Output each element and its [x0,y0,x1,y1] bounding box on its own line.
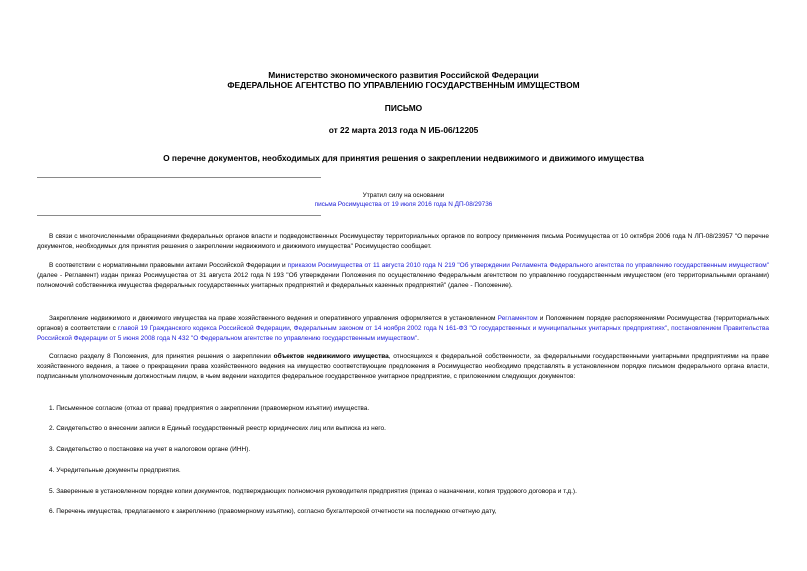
paragraph-2-text-cont: (далее - Регламент) издан приказ Росимущества от 31 августа 2012 года N 193 "Об утверждении Положения по осуществлению Федеральным агентством по управлению государственным имуществом (его территориальными органами) полномочий собственника имущества федеральных государственных унитарных предприятий и федеральных казенных предприятий" (далее - Положение). [37,271,769,289]
paragraph-3-sep-2: , [667,324,672,332]
status-note-link-row [0,200,807,209]
order-219-link[interactable]: приказом Росимущества от 11 августа 2010 года N 219 "Об утверждении Регламента Федерального агентства по управлению государственным имуществом" [287,262,769,269]
paragraph-4 [37,352,769,381]
list-item: 4. Учредительные документы предприятия. [49,467,181,474]
agency-name: ФЕДЕРАЛЬНОЕ АГЕНТСТВО ПО УПРАВЛЕНИЮ ГОСУДАРСТВЕННЫМ ИМУЩЕСТВОМ [227,80,580,90]
federal-law-161-link[interactable]: Федеральным законом от 14 ноября 2002 года N 161-ФЗ "О государственных и муниципальных унитарных предприятиях" [293,324,668,332]
reglament-link[interactable]: Регламентом [497,315,538,322]
list-item: 2. Свидетельство о внесении записи в Единый государственный реестр юридических лиц или выписка из него. [49,425,386,432]
paragraph-4-text-cont: , относящихся к федеральной собственности, за федеральными государственными унитарными предприятиями на праве хозяйственного ведения, а также о прекращении права хозяйственного ведения на имущество соответствующие предложения в Росимущество необходимо представлять в установленном порядке письмом федерального органа власти, подписанным уполномоченным должностным лицом, в чьем ведении находится федеральное государственное унитарное предприятие, с приложением следующих документов: [37,353,769,380]
list-item: 3. Свидетельство о постановке на учет в налоговом органе (ИНН). [49,446,251,453]
paragraph-3-text-2: и Положением порядке распоряжениями Росимущества (территориальных органов) в соответствии с [37,315,769,332]
status-note: Утратил силу на основании [362,192,445,199]
list-item: 6. Перечень имущества, предлагаемого к закреплению (правомерному изъятию), согласно бухгалтерской отчетности на последнюю отчетную дату, [49,508,497,515]
list-item: 1. Письменное согласие (отказ от права) предприятия о закреплении (правомерном изъятии) имущества. [49,405,370,412]
repeal-letter-link[interactable]: письма Росимущества от 19 июля 2016 года N ДП-08/29736 [314,201,493,208]
paragraph-3 [37,314,769,343]
paragraph-4-bold: объектов недвижимого имущества [273,353,389,360]
paragraph-2 [37,261,769,290]
paragraph-1 [37,232,769,252]
paragraph-4-text: Согласно разделу 8 Положения, для принятия решения о закреплении [49,353,274,360]
paragraph-1-text: В связи с многочисленными обращениями федеральных органов власти и подведомственных Росимуществу территориальных органов по вопросу применения письма Росимущества от 10 октября 2006 года N ЛП-08/23957 "О перечне документов, необходимых для принятия решения о закреплении недвижимого и движимого имущества" Росимущество сообщает. [37,233,769,250]
government-decree-432-link[interactable]: постановлением Правительства Российской Федерации от 5 июня 2008 года N 432 "О Федеральном агентстве по управлению государственным имуществом" [37,324,769,342]
paragraph-2-text: В соответствии с нормативными правовыми актами Российской Федерации и [49,262,288,269]
document-type: ПИСЬМО [384,103,423,113]
divider-top [37,177,321,178]
document-title: О перечне документов, необходимых для принятия решения о закреплении недвижимого и движимого имущества [163,153,644,163]
list-item: 5. Заверенные в установленном порядке копии документов, подтверждающих полномочия руководителя предприятия (приказ о назначении, копия трудового договора и т.д.). [49,488,577,495]
paragraph-3-text: Закрепление недвижимого и движимого имущества на праве хозяйственного ведения и оперативного управления оформляется в установленном [49,315,498,322]
ministry-name: Министерство экономического развития Российской Федерации [268,70,539,80]
paragraph-3-end: . [417,334,419,342]
paragraph-3-sep-1: , [289,324,294,332]
document-date-number: от 22 марта 2013 года N ИБ-06/12205 [328,125,479,135]
divider-bottom [37,215,321,216]
civil-code-ch19-link[interactable]: главой 19 Гражданского кодекса Российской Федерации [117,324,290,332]
